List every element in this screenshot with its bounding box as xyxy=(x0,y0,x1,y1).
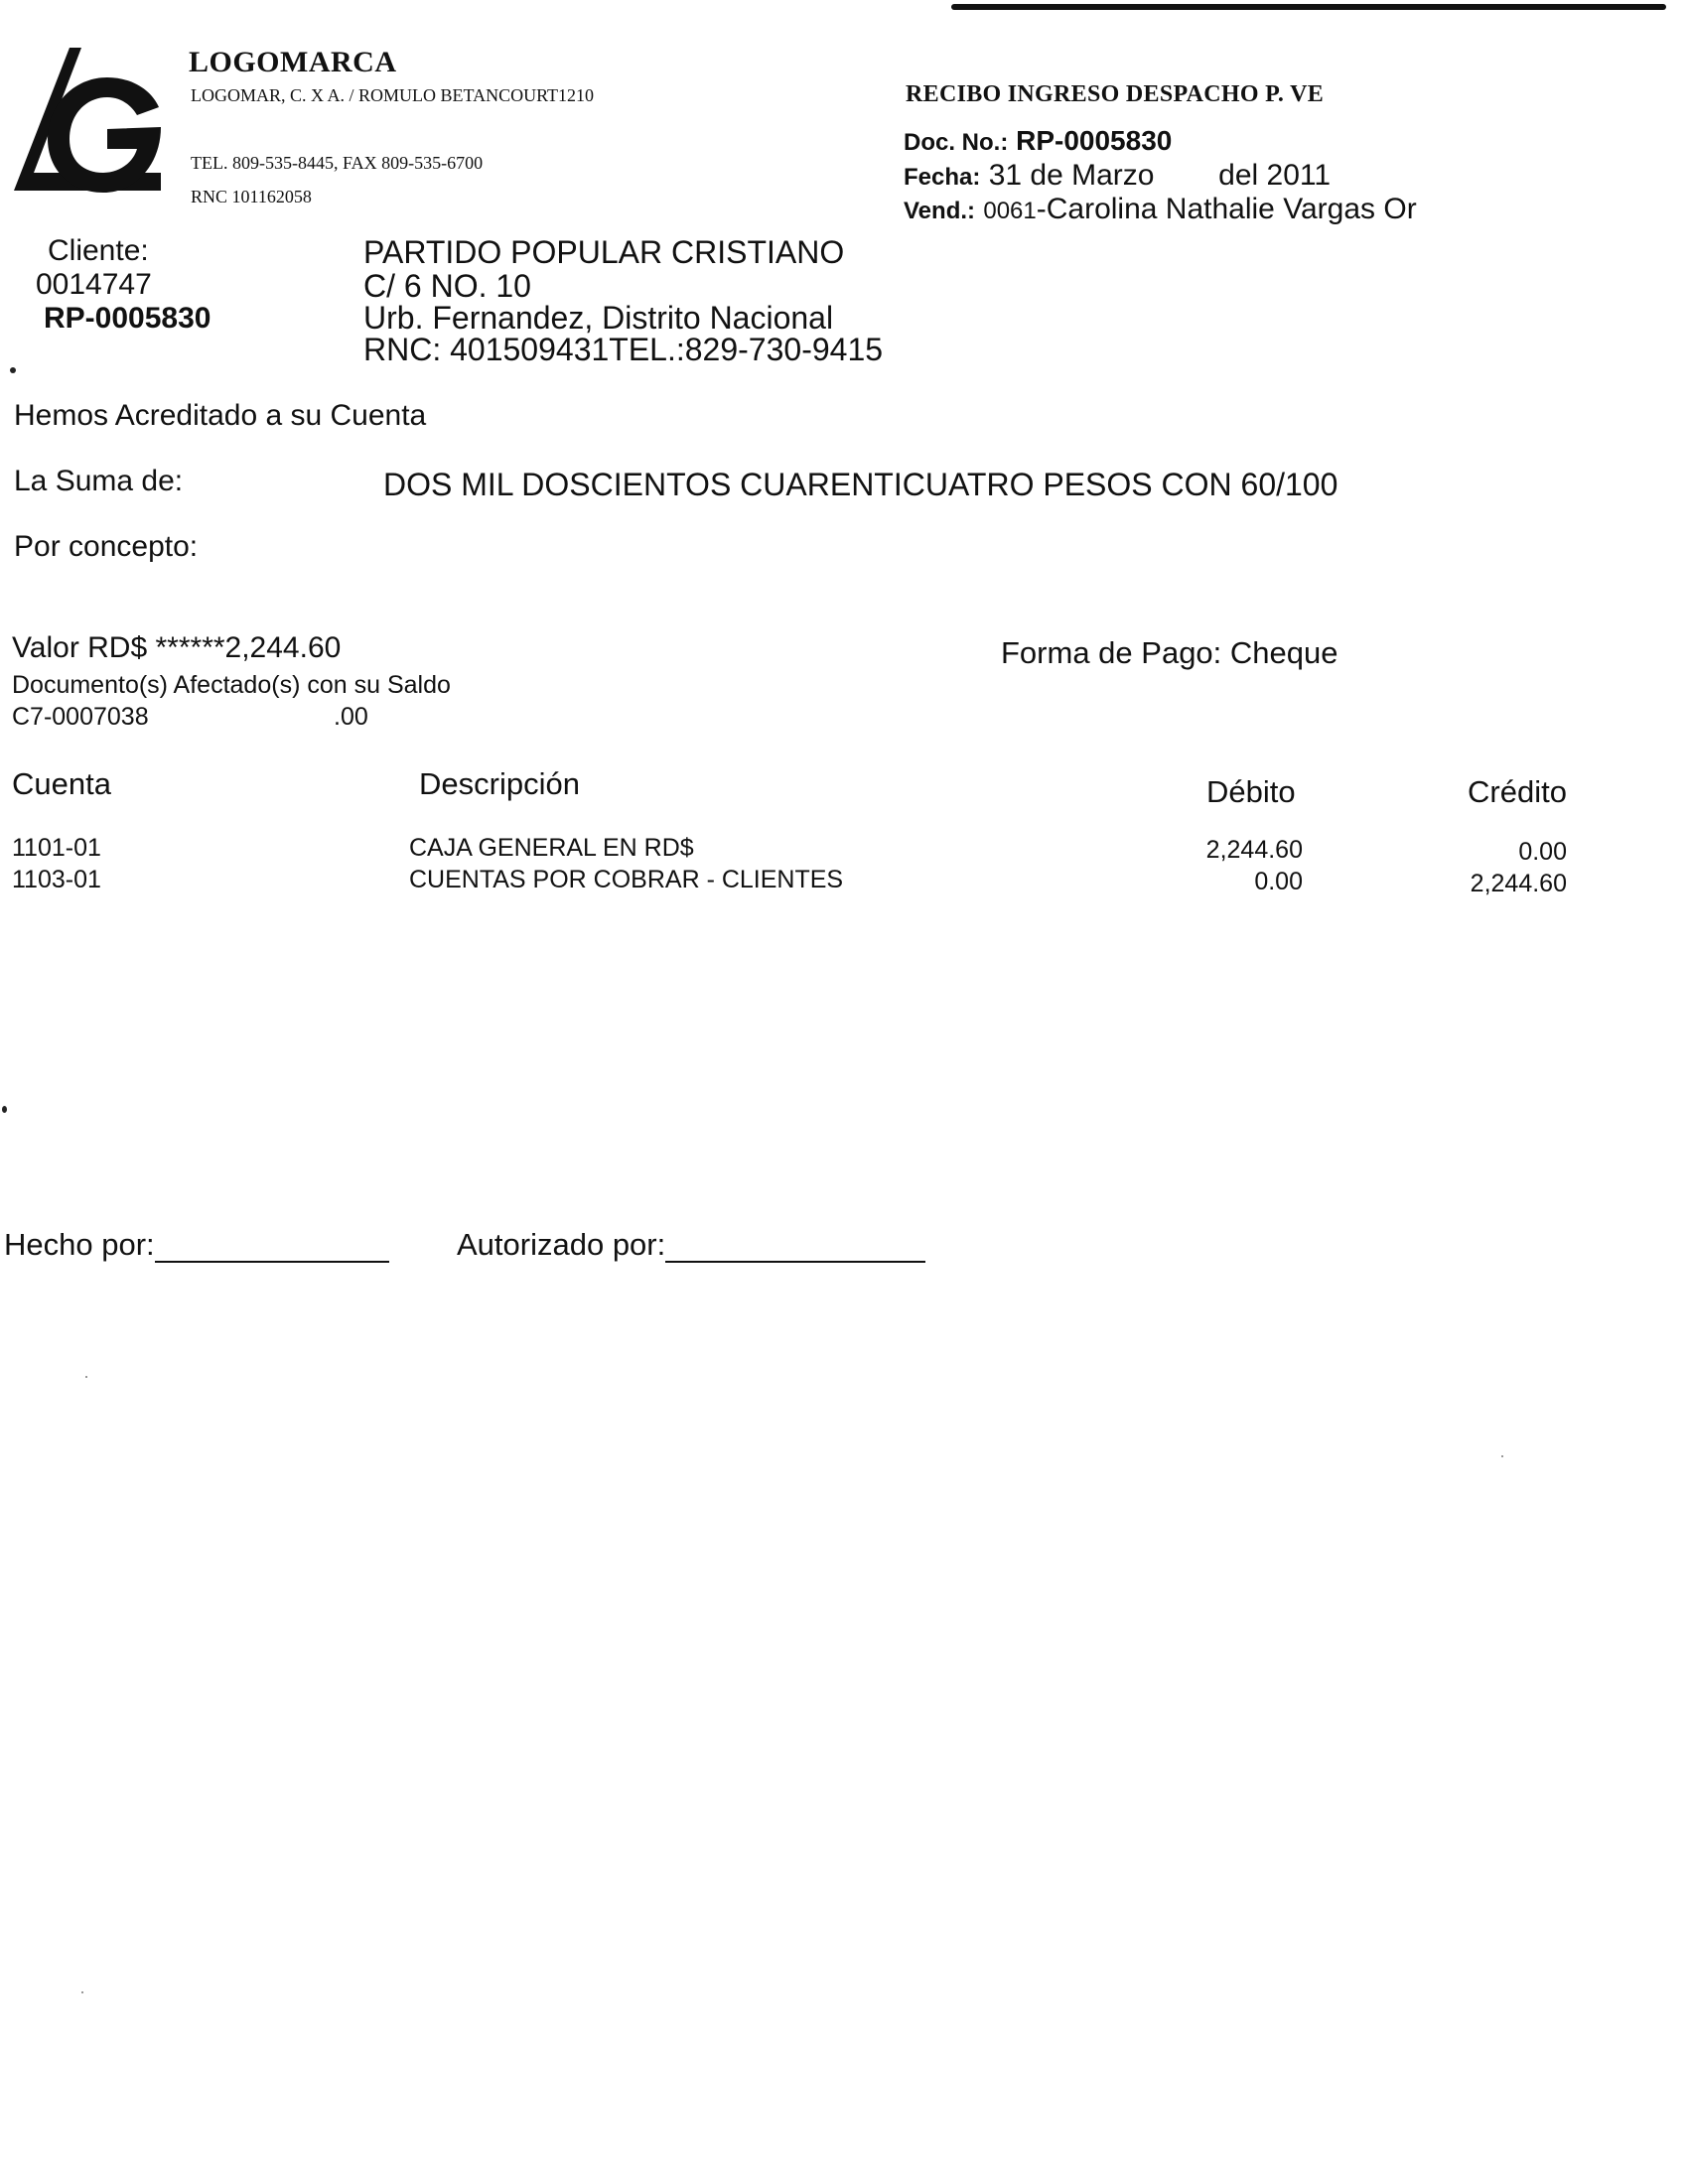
authorized-by-field xyxy=(457,1227,925,1263)
amount-value: Valor RD$ ******2,244.60 xyxy=(12,631,342,664)
sum-label: La Suma de: xyxy=(14,465,184,497)
scan-speck xyxy=(2,1106,7,1113)
affected-document-code: C7-0007038 xyxy=(12,703,149,731)
credited-statement: Hemos Acreditado a su Cuenta xyxy=(14,399,427,432)
column-header-account: Cuenta xyxy=(12,766,111,801)
row-1-debit: 2,244.60 xyxy=(1205,836,1303,864)
column-header-credit: Crédito xyxy=(1468,774,1567,809)
client-rnc-tel: RNC: 401509431TEL.:829-730-9415 xyxy=(363,332,884,367)
scan-speck xyxy=(85,1376,87,1378)
client-address-2: Urb. Fernandez, Distrito Nacional xyxy=(363,300,834,336)
document-number-label: Doc. No.: xyxy=(904,129,1009,156)
row-2-account: 1103-01 xyxy=(12,866,101,893)
row-2-credit: 2,244.60 xyxy=(1470,870,1567,897)
document-title: RECIBO INGRESO DESPACHO P. VE xyxy=(906,81,1325,107)
client-name: PARTIDO POPULAR CRISTIANO xyxy=(363,234,845,270)
payment-method: Forma de Pago: Cheque xyxy=(1001,635,1338,670)
column-header-description: Descripción xyxy=(419,766,580,801)
made-by-field xyxy=(4,1227,389,1263)
document-date-value: 31 de Marzo xyxy=(988,159,1155,192)
affected-documents-label: Documento(s) Afectado(s) con su Saldo xyxy=(12,671,451,699)
row-2-description: CUENTAS POR COBRAR - CLIENTES xyxy=(409,866,844,893)
sum-in-words: DOS MIL DOSCIENTOS CUARENTICUATRO PESOS CON 60/100 xyxy=(383,467,1338,502)
document-vendor xyxy=(904,193,1417,226)
scan-speck xyxy=(81,1991,83,1993)
row-1-account: 1101-01 xyxy=(12,834,101,862)
affected-document-balance: .00 xyxy=(334,703,368,731)
client-label: Cliente: xyxy=(48,234,149,267)
document-vendor-name: -Carolina Nathalie Vargas Or xyxy=(1036,193,1417,225)
document-year: del 2011 xyxy=(1218,159,1332,192)
column-header-debit: Débito xyxy=(1206,774,1296,809)
company-address: LOGOMAR, C. X A. / ROMULO BETANCOURT1210 xyxy=(191,85,594,105)
client-address-1: C/ 6 NO. 10 xyxy=(363,268,531,304)
row-2-debit: 0.00 xyxy=(1254,868,1303,895)
scan-edge-line xyxy=(951,4,1666,10)
row-1-credit: 0.00 xyxy=(1518,838,1567,866)
document-number xyxy=(904,125,1172,157)
scan-speck xyxy=(1501,1455,1503,1457)
authorized-by-label: Autorizado por: xyxy=(457,1227,666,1262)
scan-speck xyxy=(10,367,16,373)
company-logo xyxy=(12,46,171,205)
company-rnc: RNC 101162058 xyxy=(191,187,312,206)
company-phones: TEL. 809-535-8445, FAX 809-535-6700 xyxy=(191,153,484,173)
client-document: RP-0005830 xyxy=(44,302,211,335)
made-by-label: Hecho por: xyxy=(4,1227,155,1262)
client-code: 0014747 xyxy=(36,268,152,301)
made-by-signature-line xyxy=(155,1231,389,1263)
document-vendor-label: Vend.: xyxy=(904,198,976,224)
row-1-description: CAJA GENERAL EN RD$ xyxy=(409,834,694,862)
authorized-by-signature-line xyxy=(665,1231,925,1263)
document-date xyxy=(904,159,1331,193)
document-date-label: Fecha: xyxy=(904,164,981,191)
concept-label: Por concepto: xyxy=(14,530,199,563)
company-name: LOGOMARCA xyxy=(189,46,397,78)
document-number-value: RP-0005830 xyxy=(1016,125,1173,156)
document-vendor-code: 0061 xyxy=(983,198,1037,224)
